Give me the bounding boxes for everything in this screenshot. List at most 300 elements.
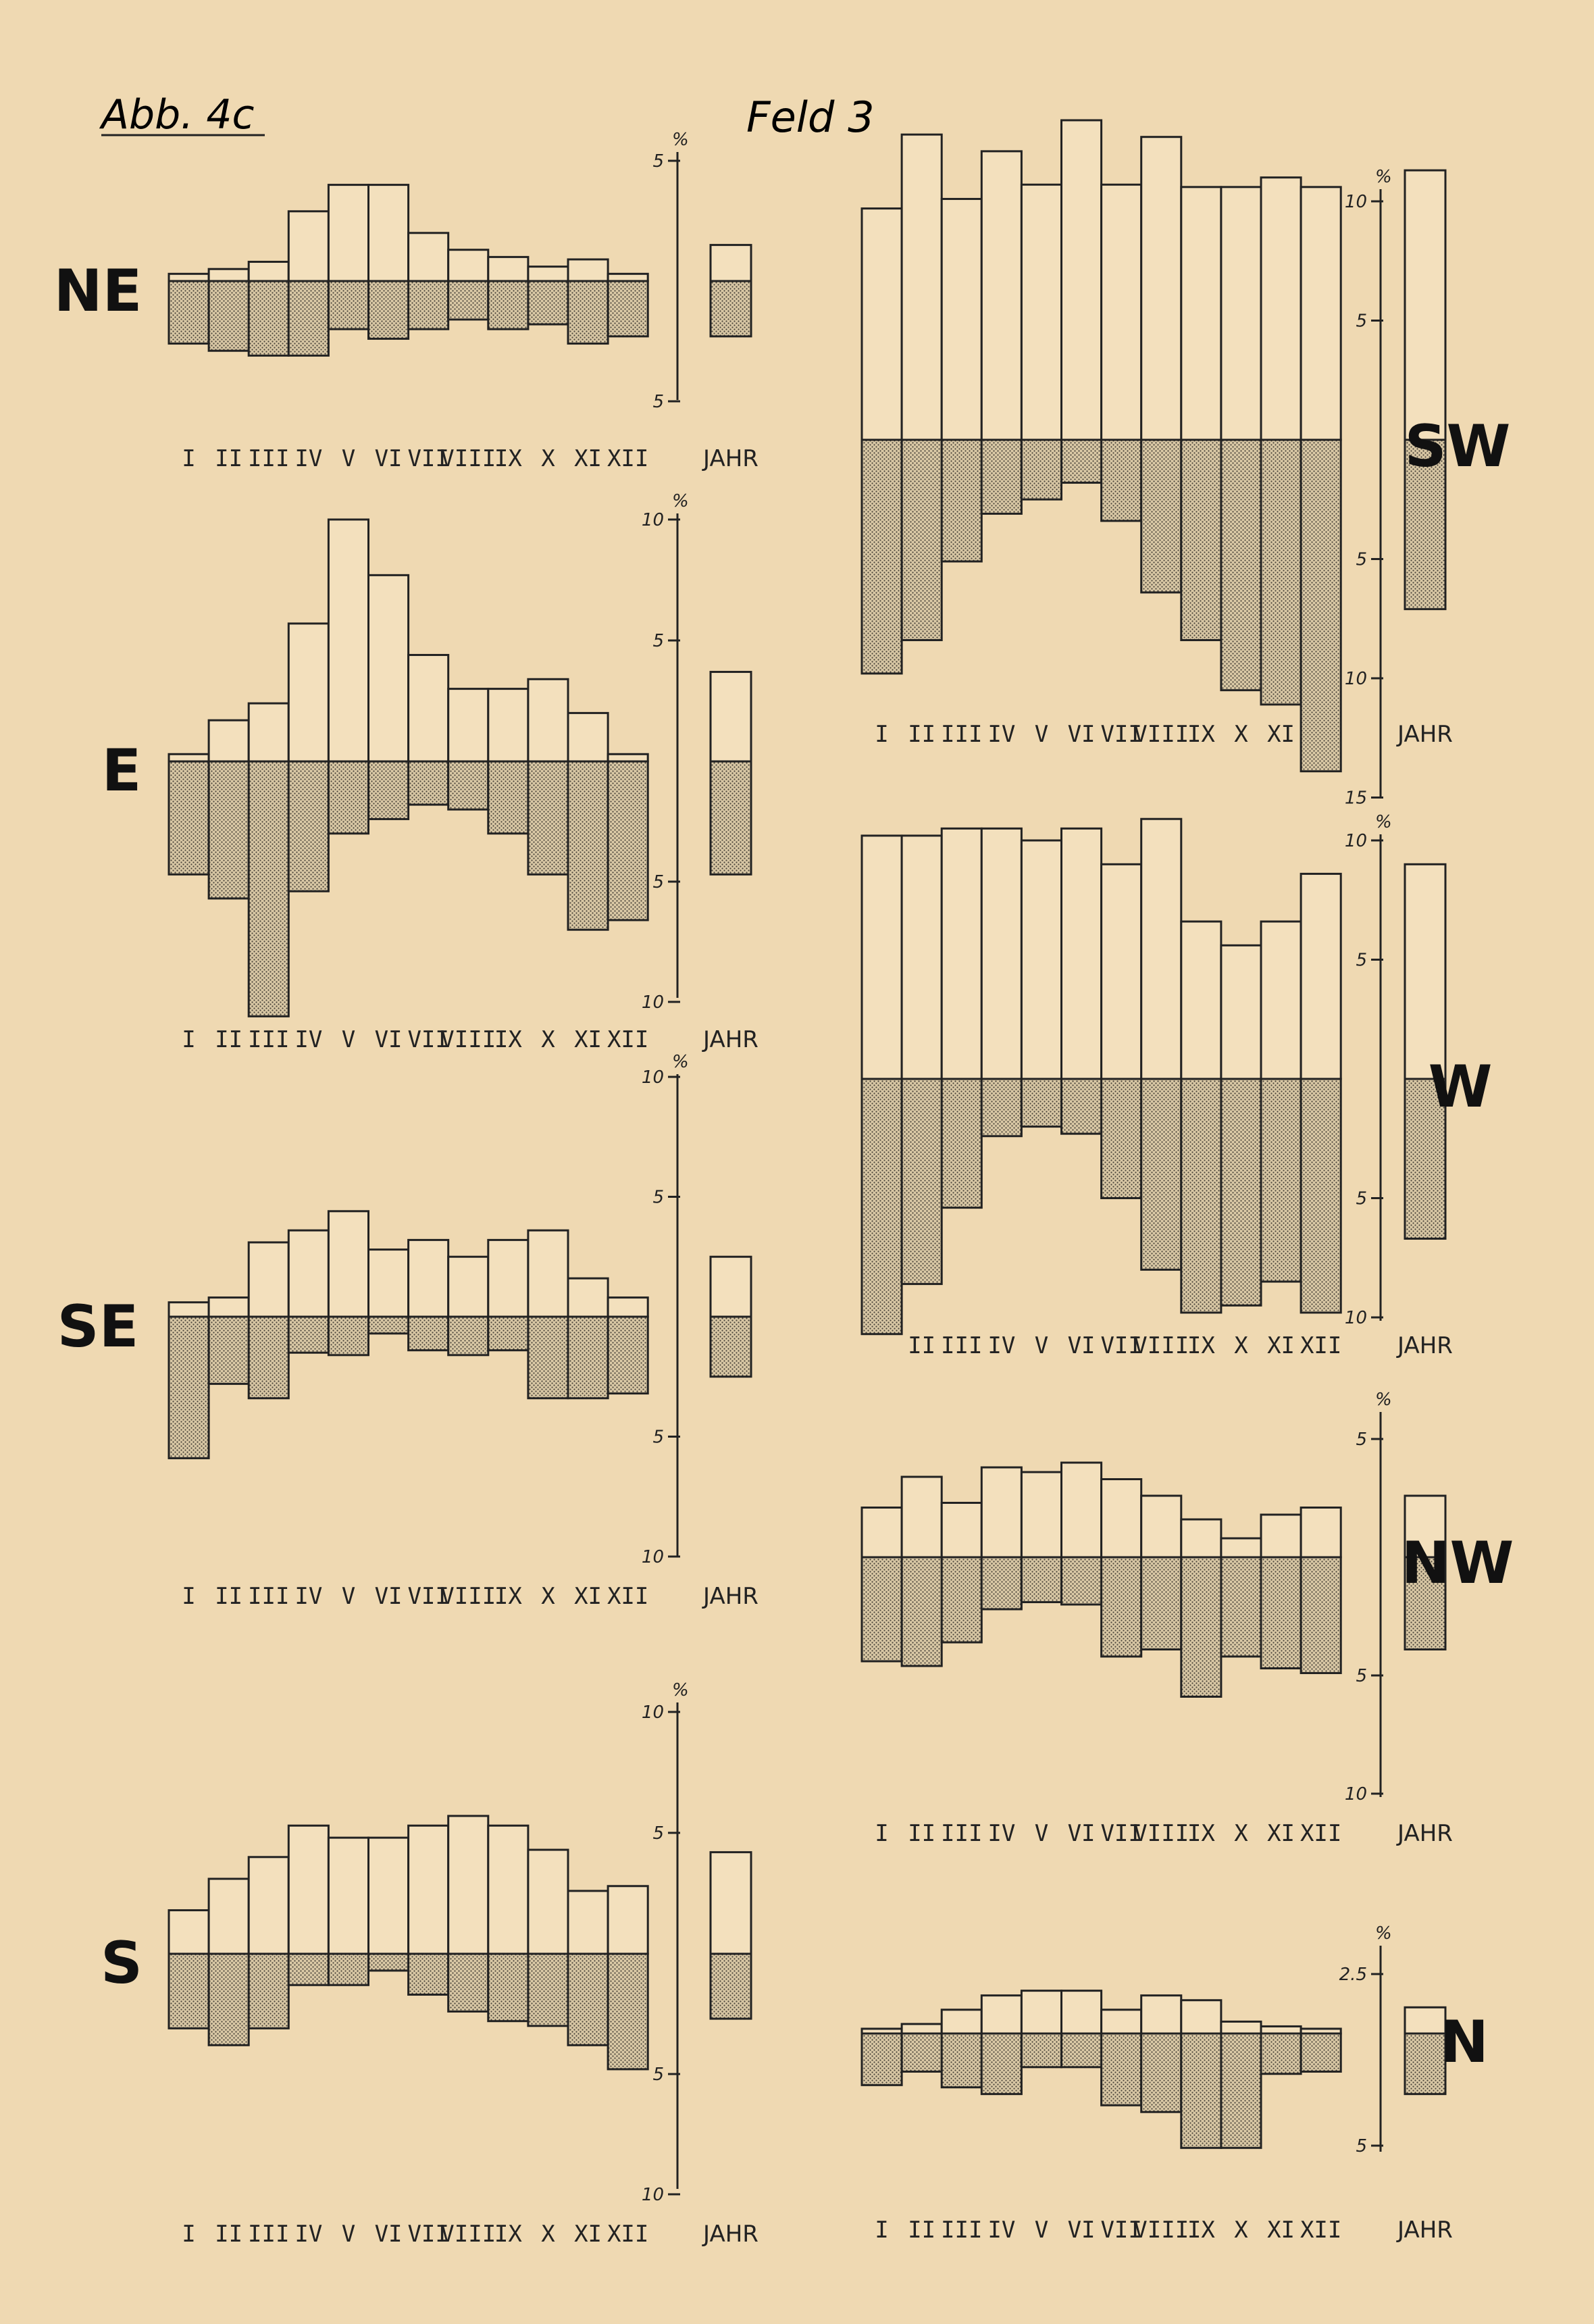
e-lower-bar-7 [409, 761, 448, 805]
e-upper-bar-6 [369, 575, 409, 761]
e-lower-bar-4 [288, 761, 328, 891]
n-upper-bar-3 [942, 2010, 981, 2034]
se-month-label-4: IV [294, 1583, 323, 1610]
sw-lower-bar-9 [1181, 440, 1221, 640]
nw-upper-bar-6 [1062, 1463, 1102, 1557]
w-month-label-6: VII [1100, 1332, 1142, 1359]
nw-upper-tick-label-1: 5 [1356, 1430, 1367, 1450]
w-lower-bar-8 [1141, 1079, 1181, 1269]
e-annual-lower-bar [711, 761, 751, 874]
se-upper-bar-6 [369, 1250, 409, 1317]
s-month-label-6: VI [374, 2221, 403, 2248]
n-upper-bar-11 [1261, 2026, 1301, 2034]
w-upper-bar-9 [1181, 921, 1221, 1079]
s-upper-bar-12 [608, 1886, 648, 1954]
ne-lower-bar-10 [528, 281, 568, 324]
se-lower-bar-6 [369, 1317, 409, 1334]
se-month-label-3: III [248, 1583, 290, 1610]
n-annual-lower-bar [1405, 2034, 1445, 2094]
nw-lower-bar-11 [1261, 1557, 1301, 1669]
ne-percent-symbol: % [672, 130, 689, 150]
w-month-label-7: VIII [1133, 1332, 1189, 1359]
sw-lower-bar-4 [981, 440, 1021, 513]
e-lower-bar-5 [328, 761, 368, 834]
ne-upper-bar-2 [209, 269, 249, 281]
n-annual-label: JAHR [1397, 2217, 1453, 2244]
sw-lower-tick-label-1: 5 [1356, 549, 1367, 570]
sw-month-label-3: III [941, 721, 983, 748]
nw-month-label-11: XI [1267, 1820, 1295, 1847]
w-direction-label: W [1428, 1053, 1493, 1121]
w-lower-bar-12 [1301, 1079, 1341, 1313]
sw-upper-bar-8 [1141, 137, 1181, 440]
nw-lower-bar-12 [1301, 1557, 1341, 1673]
ne-upper-bar-7 [409, 233, 448, 281]
ne-annual-lower-bar [711, 281, 751, 336]
ne-month-label-8: VIII [440, 445, 496, 472]
sw-upper-bar-9 [1181, 187, 1221, 440]
nw-upper-bar-9 [1181, 1519, 1221, 1557]
w-month-label-5: VI [1067, 1332, 1096, 1359]
sw-upper-bar-1 [862, 209, 902, 440]
e-month-label-7: VII [407, 1026, 449, 1053]
s-lower-bar-6 [369, 1954, 409, 1971]
n-month-label-3: III [941, 2217, 983, 2244]
n-upper-bar-5 [1021, 1991, 1061, 2034]
nw-lower-bar-10 [1221, 1557, 1261, 1657]
n-upper-bar-4 [981, 1996, 1021, 2034]
n-month-label-7: VII [1100, 2217, 1142, 2244]
se-lower-bar-12 [608, 1317, 648, 1394]
s-lower-bar-2 [209, 1954, 249, 2045]
se-upper-bar-8 [448, 1257, 488, 1317]
s-month-label-4: IV [294, 2221, 323, 2248]
w-upper-bar-4 [981, 828, 1021, 1079]
e-month-label-8: VIII [440, 1026, 496, 1053]
sw-percent-symbol: % [1375, 167, 1392, 187]
s-month-label-3: III [248, 2221, 290, 2248]
e-month-label-2: II [215, 1026, 243, 1053]
s-lower-bar-5 [328, 1954, 368, 1985]
s-lower-tick-label-2: 10 [641, 2185, 664, 2205]
e-percent-symbol: % [672, 491, 689, 511]
e-upper-bar-7 [409, 655, 448, 761]
e-lower-bar-6 [369, 761, 409, 819]
sw-lower-bar-7 [1102, 440, 1141, 521]
ne-month-label-9: IX [494, 445, 522, 472]
se-upper-tick-label-2: 10 [641, 1067, 664, 1088]
ne-lower-bar-6 [369, 281, 409, 338]
s-month-label-12: XII [607, 2221, 649, 2248]
nw-percent-symbol: % [1375, 1390, 1392, 1410]
ne-lower-bar-12 [608, 281, 648, 336]
e-upper-bar-5 [328, 520, 368, 761]
n-lower-bar-10 [1221, 2034, 1261, 2148]
n-lower-bar-7 [1102, 2034, 1141, 2105]
n-lower-bar-4 [981, 2034, 1021, 2094]
ne-direction-label: NE [53, 257, 143, 325]
se-annual-upper-bar [711, 1257, 751, 1317]
n-upper-bar-10 [1221, 2021, 1261, 2034]
se-percent-symbol: % [672, 1052, 689, 1072]
w-lower-bar-11 [1261, 1079, 1301, 1282]
se-lower-bar-7 [409, 1317, 448, 1350]
e-lower-bar-10 [528, 761, 568, 874]
se-upper-bar-2 [209, 1298, 249, 1317]
s-percent-symbol: % [672, 1680, 689, 1700]
e-upper-bar-4 [288, 624, 328, 761]
s-month-label-2: II [215, 2221, 243, 2248]
nw-annual-label: JAHR [1397, 1820, 1453, 1847]
ne-month-label-5: V [341, 445, 356, 472]
ne-month-label-2: II [215, 445, 243, 472]
w-lower-bar-7 [1102, 1079, 1141, 1198]
ne-lower-bar-2 [209, 281, 249, 351]
ne-month-label-3: III [248, 445, 290, 472]
nw-direction-label: NW [1401, 1530, 1514, 1597]
e-month-label-12: XII [607, 1026, 649, 1053]
sw-month-label-2: II [908, 721, 936, 748]
sw-lower-bar-3 [942, 440, 981, 561]
sw-lower-tick-label-3: 15 [1344, 788, 1367, 809]
sw-month-label-4: IV [987, 721, 1016, 748]
e-lower-bar-8 [448, 761, 488, 809]
e-upper-bar-12 [608, 754, 648, 761]
ne-lower-bar-4 [288, 281, 328, 355]
nw-month-label-7: VII [1100, 1820, 1142, 1847]
figure-label: Abb. 4c [101, 91, 255, 138]
se-month-label-2: II [215, 1583, 243, 1610]
ne-month-label-7: VII [407, 445, 449, 472]
ne-upper-tick-label-1: 5 [652, 151, 664, 172]
e-upper-tick-label-1: 5 [652, 631, 664, 651]
s-month-label-9: IX [494, 2221, 522, 2248]
sw-upper-bar-10 [1221, 187, 1261, 440]
se-month-label-7: VII [407, 1583, 449, 1610]
s-annual-lower-bar [711, 1954, 751, 2019]
sw-month-label-9: IX [1187, 721, 1215, 748]
n-upper-bar-7 [1102, 2010, 1141, 2034]
s-lower-bar-7 [409, 1954, 448, 1995]
sw-month-label-10: X [1234, 721, 1248, 748]
nw-lower-bar-3 [942, 1557, 981, 1642]
sw-lower-tick-label-2: 10 [1344, 669, 1367, 689]
n-lower-bar-1 [862, 2034, 902, 2085]
e-upper-bar-10 [528, 679, 568, 761]
n-upper-tick-label-1: 2.5 [1339, 1965, 1367, 1985]
w-lower-bar-5 [1021, 1079, 1061, 1127]
nw-upper-bar-11 [1261, 1515, 1301, 1557]
w-lower-bar-10 [1221, 1079, 1261, 1305]
nw-lower-bar-1 [862, 1557, 902, 1661]
e-month-label-4: IV [294, 1026, 323, 1053]
e-lower-bar-9 [488, 761, 528, 834]
ne-lower-bar-9 [488, 281, 528, 329]
n-lower-tick-label-1: 5 [1356, 2136, 1367, 2156]
w-month-label-10: XI [1267, 1332, 1295, 1359]
e-annual-label: JAHR [703, 1026, 759, 1053]
e-upper-bar-3 [249, 703, 288, 761]
nw-lower-bar-9 [1181, 1557, 1221, 1697]
nw-lower-bar-8 [1141, 1557, 1181, 1650]
sw-annual-label: JAHR [1397, 721, 1453, 748]
w-lower-bar-1 [862, 1079, 902, 1334]
w-month-label-2: III [941, 1332, 983, 1359]
w-percent-symbol: % [1375, 812, 1392, 832]
sw-lower-bar-10 [1221, 440, 1261, 690]
nw-lower-tick-label-1: 5 [1356, 1666, 1367, 1686]
ne-upper-bar-10 [528, 267, 568, 281]
s-direction-label: S [101, 1929, 143, 1997]
n-month-label-2: II [908, 2217, 936, 2244]
n-lower-bar-2 [902, 2034, 942, 2071]
sw-upper-tick-label-2: 10 [1344, 192, 1367, 212]
nw-lower-tick-label-2: 10 [1344, 1784, 1367, 1804]
se-upper-bar-3 [249, 1242, 288, 1317]
sw-month-label-11: XI [1267, 721, 1295, 748]
se-lower-bar-11 [568, 1317, 608, 1398]
e-upper-tick-label-2: 10 [641, 510, 664, 530]
w-lower-tick-label-1: 5 [1356, 1188, 1367, 1209]
ne-lower-bar-8 [448, 281, 488, 320]
sw-upper-bar-12 [1301, 187, 1341, 440]
se-lower-bar-1 [169, 1317, 209, 1458]
s-upper-bar-11 [568, 1891, 608, 1954]
s-upper-bar-9 [488, 1825, 528, 1954]
sw-lower-bar-11 [1261, 440, 1301, 705]
s-upper-tick-label-1: 5 [652, 1823, 664, 1844]
ne-upper-bar-1 [169, 274, 209, 281]
se-upper-bar-1 [169, 1303, 209, 1317]
w-month-label-11: XII [1300, 1332, 1342, 1359]
se-month-label-11: XI [574, 1583, 602, 1610]
w-upper-bar-10 [1221, 945, 1261, 1079]
se-lower-bar-9 [488, 1317, 528, 1350]
sw-upper-bar-3 [942, 199, 981, 440]
nw-upper-bar-12 [1301, 1508, 1341, 1558]
ne-month-label-4: IV [294, 445, 323, 472]
e-upper-bar-1 [169, 754, 209, 761]
ne-upper-bar-9 [488, 257, 528, 281]
s-upper-bar-2 [209, 1879, 249, 1954]
e-upper-bar-8 [448, 689, 488, 761]
sw-lower-bar-12 [1301, 440, 1341, 772]
ne-lower-bar-3 [249, 281, 288, 355]
n-lower-bar-9 [1181, 2034, 1221, 2148]
ne-annual-label: JAHR [703, 445, 759, 472]
sw-month-label-8: VIII [1133, 721, 1189, 748]
se-month-label-10: X [541, 1583, 555, 1610]
e-month-label-6: VI [374, 1026, 403, 1053]
w-upper-bar-8 [1141, 819, 1181, 1079]
s-upper-bar-5 [328, 1838, 368, 1954]
ne-lower-bar-1 [169, 281, 209, 344]
s-upper-bar-4 [288, 1825, 328, 1954]
s-lower-bar-1 [169, 1954, 209, 2028]
sw-month-label-7: VII [1100, 721, 1142, 748]
nw-month-label-6: VI [1067, 1820, 1096, 1847]
e-lower-tick-label-2: 10 [641, 992, 664, 1013]
nw-month-label-4: IV [987, 1820, 1016, 1847]
w-lower-bar-4 [981, 1079, 1021, 1136]
se-month-label-12: XII [607, 1583, 649, 1610]
n-upper-bar-9 [1181, 2000, 1221, 2034]
se-lower-tick-label-1: 5 [652, 1427, 664, 1448]
w-upper-tick-label-2: 10 [1344, 831, 1367, 851]
w-month-label-3: IV [987, 1332, 1016, 1359]
e-upper-bar-11 [568, 713, 608, 761]
sw-lower-bar-2 [902, 440, 942, 640]
w-upper-bar-2 [902, 836, 942, 1079]
w-upper-bar-7 [1102, 864, 1141, 1079]
nw-lower-bar-5 [1021, 1557, 1061, 1602]
ne-upper-bar-11 [568, 259, 608, 281]
nw-upper-bar-7 [1102, 1480, 1141, 1558]
nw-month-label-2: II [908, 1820, 936, 1847]
e-lower-tick-label-1: 5 [652, 872, 664, 892]
w-lower-bar-3 [942, 1079, 981, 1208]
nw-upper-bar-1 [862, 1508, 902, 1558]
se-lower-tick-label-2: 10 [641, 1547, 664, 1567]
n-lower-bar-5 [1021, 2034, 1061, 2067]
nw-month-label-5: V [1034, 1820, 1049, 1847]
n-month-label-9: IX [1187, 2217, 1215, 2244]
sw-upper-bar-6 [1062, 120, 1102, 440]
se-upper-bar-4 [288, 1230, 328, 1317]
w-upper-bar-5 [1021, 840, 1061, 1079]
nw-upper-bar-3 [942, 1503, 981, 1558]
nw-lower-bar-7 [1102, 1557, 1141, 1657]
w-annual-label: JAHR [1397, 1332, 1453, 1359]
e-direction-label: E [101, 737, 142, 805]
nw-upper-bar-8 [1141, 1496, 1181, 1557]
ne-upper-bar-5 [328, 185, 368, 281]
ne-month-label-1: I [182, 445, 196, 472]
se-month-label-1: I [182, 1583, 196, 1610]
s-upper-bar-7 [409, 1825, 448, 1954]
n-lower-bar-3 [942, 2034, 981, 2088]
ne-lower-tick-label-1: 5 [652, 392, 664, 412]
ne-upper-bar-12 [608, 274, 648, 281]
w-upper-bar-6 [1062, 828, 1102, 1079]
se-direction-label: SE [57, 1293, 139, 1361]
sw-upper-bar-2 [902, 134, 942, 440]
nw-month-label-12: XII [1300, 1820, 1342, 1847]
nw-lower-bar-6 [1062, 1557, 1102, 1605]
se-lower-bar-2 [209, 1317, 249, 1384]
se-upper-tick-label-1: 5 [652, 1187, 664, 1208]
s-lower-bar-8 [448, 1954, 488, 2011]
n-month-label-8: VIII [1133, 2217, 1189, 2244]
se-month-label-9: IX [494, 1583, 522, 1610]
n-lower-bar-11 [1261, 2034, 1301, 2074]
w-upper-bar-11 [1261, 921, 1301, 1079]
sw-upper-tick-label-1: 5 [1356, 311, 1367, 332]
e-month-label-3: III [248, 1026, 290, 1053]
e-lower-bar-12 [608, 761, 648, 920]
ne-upper-bar-8 [448, 250, 488, 281]
w-month-label-4: V [1034, 1332, 1049, 1359]
sw-lower-bar-8 [1141, 440, 1181, 592]
w-upper-tick-label-1: 5 [1356, 950, 1367, 971]
ne-annual-upper-bar [711, 245, 751, 281]
n-upper-bar-2 [902, 2024, 942, 2034]
e-month-label-11: XI [574, 1026, 602, 1053]
nw-month-label-9: IX [1187, 1820, 1215, 1847]
nw-lower-bar-2 [902, 1557, 942, 1666]
sw-lower-bar-6 [1062, 440, 1102, 483]
e-month-label-1: I [182, 1026, 196, 1053]
s-month-label-1: I [182, 2221, 196, 2248]
se-lower-bar-4 [288, 1317, 328, 1353]
ne-upper-bar-4 [288, 211, 328, 281]
n-month-label-11: XI [1267, 2217, 1295, 2244]
nw-upper-bar-4 [981, 1467, 1021, 1557]
w-annual-upper-bar [1405, 864, 1445, 1079]
sw-annual-upper-bar [1405, 170, 1445, 440]
w-lower-bar-9 [1181, 1079, 1221, 1313]
sw-upper-bar-11 [1261, 178, 1301, 440]
sw-lower-bar-1 [862, 440, 902, 674]
se-lower-bar-3 [249, 1317, 288, 1398]
nw-upper-bar-5 [1021, 1472, 1061, 1557]
ne-month-label-10: X [541, 445, 555, 472]
nw-lower-bar-4 [981, 1557, 1021, 1609]
se-upper-bar-5 [328, 1211, 368, 1317]
s-upper-bar-10 [528, 1850, 568, 1954]
n-month-label-1: I [875, 2217, 889, 2244]
se-lower-bar-5 [328, 1317, 368, 1355]
n-lower-bar-6 [1062, 2034, 1102, 2067]
s-upper-bar-6 [369, 1838, 409, 1954]
e-annual-upper-bar [711, 672, 751, 761]
e-upper-bar-2 [209, 720, 249, 761]
sw-direction-label: SW [1404, 413, 1511, 480]
se-upper-bar-11 [568, 1278, 608, 1317]
ne-month-label-12: XII [607, 445, 649, 472]
se-upper-bar-7 [409, 1240, 448, 1317]
se-upper-bar-9 [488, 1240, 528, 1317]
w-month-label-8: IX [1187, 1332, 1215, 1359]
n-lower-bar-8 [1141, 2034, 1181, 2112]
ne-upper-bar-6 [369, 185, 409, 281]
w-lower-bar-2 [902, 1079, 942, 1284]
n-lower-bar-12 [1301, 2034, 1341, 2071]
sw-month-label-1: I [875, 721, 889, 748]
e-month-label-5: V [341, 1026, 356, 1053]
w-lower-bar-6 [1062, 1079, 1102, 1134]
n-percent-symbol: % [1375, 1923, 1392, 1944]
se-month-label-5: V [341, 1583, 356, 1610]
field-label: Feld 3 [746, 93, 875, 142]
nw-month-label-8: VIII [1133, 1820, 1189, 1847]
s-upper-bar-3 [249, 1857, 288, 1954]
n-month-label-12: XII [1300, 2217, 1342, 2244]
nw-month-label-1: I [875, 1820, 889, 1847]
s-lower-tick-label-1: 5 [652, 2065, 664, 2085]
e-upper-bar-9 [488, 689, 528, 761]
sw-month-label-6: VI [1067, 721, 1096, 748]
se-lower-bar-8 [448, 1317, 488, 1355]
ne-month-label-6: VI [374, 445, 403, 472]
se-month-label-6: VI [374, 1583, 403, 1610]
sw-month-label-5: V [1034, 721, 1049, 748]
s-annual-upper-bar [711, 1852, 751, 1954]
e-month-label-9: IX [494, 1026, 522, 1053]
e-lower-bar-11 [568, 761, 608, 930]
nw-upper-bar-10 [1221, 1538, 1261, 1557]
ne-month-label-11: XI [574, 445, 602, 472]
